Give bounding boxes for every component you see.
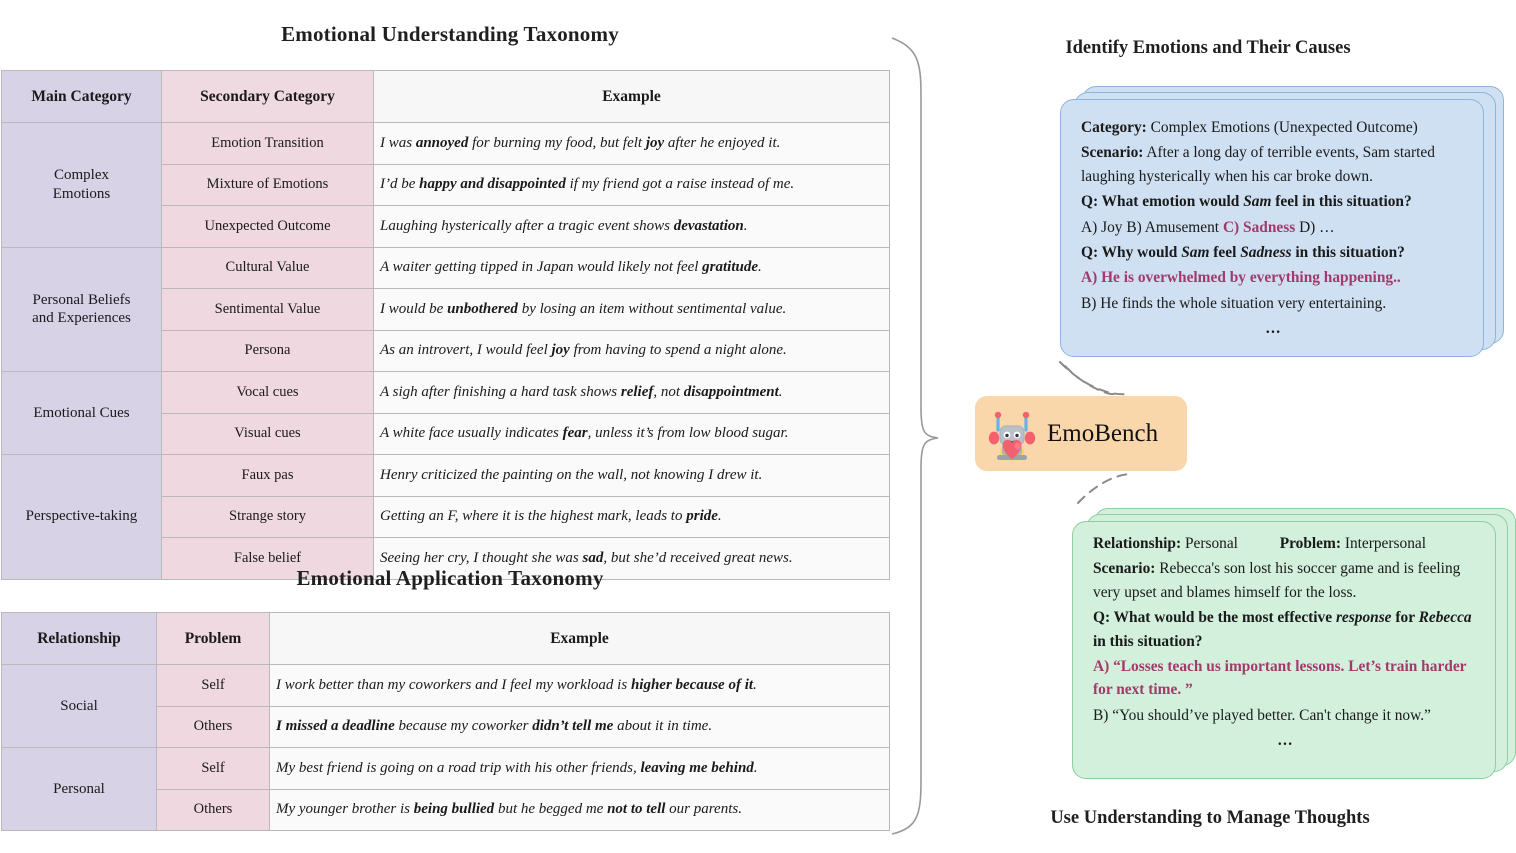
understanding-taxonomy-title: Emotional Understanding Taxonomy bbox=[281, 22, 619, 46]
cell-main-category: Social bbox=[2, 665, 157, 748]
application-example-card bbox=[1072, 521, 1496, 779]
question-1: Q: What emotion would Sam feel in this situation? bbox=[1081, 193, 1412, 211]
emobench-label: EmoBench bbox=[1047, 419, 1159, 447]
header-problem: Problem bbox=[157, 613, 270, 665]
cell-example: A white face usually indicates fear, unless it’s from low blood sugar. bbox=[374, 413, 890, 455]
cell-secondary-category: Sentimental Value bbox=[162, 289, 374, 331]
cell-secondary-category: Cultural Value bbox=[162, 247, 374, 289]
cell-example: I’d be happy and disappointed if my friend got a raise instead of me. bbox=[374, 164, 890, 206]
application-taxonomy-title: Emotional Application Taxonomy bbox=[296, 566, 604, 590]
cell-secondary-category: False belief bbox=[162, 538, 374, 580]
cell-example: Seeing her cry, I thought she was sad, but she’d received great news. bbox=[374, 538, 890, 580]
header-secondary-category: Secondary Category bbox=[162, 71, 374, 123]
relationship-problem-line bbox=[1093, 532, 1479, 555]
cell-main-category: Perspective-taking bbox=[2, 455, 162, 580]
cell-secondary-category: Self bbox=[157, 665, 270, 707]
header-main-category: Main Category bbox=[2, 71, 162, 123]
question-2: Q: Why would Sam feel Sadness in this situation? bbox=[1081, 244, 1405, 262]
question-1-options: A) Joy B) Amusement C) Sadness D) … bbox=[1081, 218, 1335, 236]
scenario-line bbox=[1081, 141, 1467, 188]
application-taxonomy-table bbox=[1, 612, 890, 831]
cell-secondary-category: Unexpected Outcome bbox=[162, 206, 374, 248]
option-b: B) “You should’ve played better. Can't change it now.” bbox=[1093, 706, 1431, 724]
table-header-row bbox=[2, 71, 890, 123]
application-table-body bbox=[2, 665, 890, 831]
cell-main-category: Personal Beliefs and Experiences bbox=[2, 247, 162, 372]
cell-main-category: Emotional Cues bbox=[2, 372, 162, 455]
cell-secondary-category: Vocal cues bbox=[162, 372, 374, 414]
understanding-example-card bbox=[1060, 99, 1484, 357]
cell-secondary-category: Mixture of Emotions bbox=[162, 164, 374, 206]
table-row bbox=[2, 455, 890, 497]
question-2-option-a: A) He is overwhelmed by everything happening.. bbox=[1081, 269, 1401, 287]
robot-heart-icon bbox=[987, 408, 1037, 460]
scenario-line bbox=[1093, 557, 1479, 604]
application-card-title: Use Understanding to Manage Thoughts bbox=[1050, 808, 1370, 828]
cell-example: Laughing hysterically after a tragic event shows devastation. bbox=[374, 206, 890, 248]
cell-example: As an introvert, I would feel joy from having to spend a night alone. bbox=[374, 330, 890, 372]
cell-example: Getting an F, where it is the highest mark, leads to pride. bbox=[374, 496, 890, 538]
header-example: Example bbox=[374, 71, 890, 123]
understanding-card-title: Identify Emotions and Their Causes bbox=[1065, 38, 1351, 58]
understanding-table-body bbox=[2, 123, 890, 580]
cell-example: I missed a deadline because my coworker didn’t tell me about it in time. bbox=[270, 706, 890, 748]
emobench-badge bbox=[975, 396, 1187, 471]
category-label: Category: bbox=[1081, 119, 1147, 136]
table-row bbox=[2, 372, 890, 414]
cell-main-category: Personal bbox=[2, 748, 157, 831]
problem-label: Problem: bbox=[1279, 535, 1341, 552]
cell-secondary-category: Persona bbox=[162, 330, 374, 372]
cell-secondary-category: Visual cues bbox=[162, 413, 374, 455]
scenario-value: After a long day of terrible events, Sam started laughing hysterically when his car broke down. bbox=[1081, 144, 1435, 185]
cell-example: My best friend is going on a road trip with his other friends, leaving me behind. bbox=[270, 748, 890, 790]
scenario-label: Scenario: bbox=[1081, 144, 1144, 162]
more-items-ellipsis: … bbox=[1265, 320, 1283, 338]
header-relationship: Relationship bbox=[2, 613, 157, 665]
cell-example: A waiter getting tipped in Japan would likely not feel gratitude. bbox=[374, 247, 890, 289]
category-value: Complex Emotions (Unexpected Outcome) bbox=[1150, 119, 1418, 136]
cell-secondary-category: Self bbox=[157, 748, 270, 790]
relationship-label: Relationship: bbox=[1093, 535, 1182, 552]
table-row bbox=[2, 123, 890, 165]
table-row bbox=[2, 748, 890, 790]
cell-example: I was annoyed for burning my food, but felt joy after he enjoyed it. bbox=[374, 123, 890, 165]
table-header-row bbox=[2, 613, 890, 665]
cell-example: I work better than my coworkers and I feel my workload is higher because of it. bbox=[270, 665, 890, 707]
table-row bbox=[2, 247, 890, 289]
relationship-value: Personal bbox=[1184, 535, 1238, 552]
cell-main-category: Complex Emotions bbox=[2, 123, 162, 248]
understanding-taxonomy-table bbox=[1, 70, 890, 580]
category-line bbox=[1081, 116, 1467, 139]
cell-example: A sigh after finishing a hard task shows relief, not disappointment. bbox=[374, 372, 890, 414]
table-row bbox=[2, 665, 890, 707]
cell-secondary-category: Emotion Transition bbox=[162, 123, 374, 165]
scenario-value: Rebecca's son lost his soccer game and is feeling very upset and blames himself for the loss. bbox=[1093, 560, 1461, 601]
problem-value: Interpersonal bbox=[1344, 535, 1427, 552]
scenario-label: Scenario: bbox=[1093, 560, 1156, 578]
cell-example: I would be unbothered by losing an item without sentimental value. bbox=[374, 289, 890, 331]
cell-secondary-category: Faux pas bbox=[162, 455, 374, 497]
cell-secondary-category: Strange story bbox=[162, 496, 374, 538]
more-items-ellipsis: … bbox=[1277, 732, 1295, 750]
question-2-option-b: B) He finds the whole situation very entertaining. bbox=[1081, 294, 1387, 312]
cell-secondary-category: Others bbox=[157, 706, 270, 748]
header-example: Example bbox=[270, 613, 890, 665]
cell-example: My younger brother is being bullied but he begged me not to tell our parents. bbox=[270, 789, 890, 831]
cell-example: Henry criticized the painting on the wall, not knowing I drew it. bbox=[374, 455, 890, 497]
question: Q: What would be the most effective response for Rebecca in this situation? bbox=[1093, 609, 1472, 650]
option-a: A) “Losses teach us important lessons. Let’s train harder for next time. ” bbox=[1093, 658, 1467, 699]
cell-secondary-category: Others bbox=[157, 789, 270, 831]
